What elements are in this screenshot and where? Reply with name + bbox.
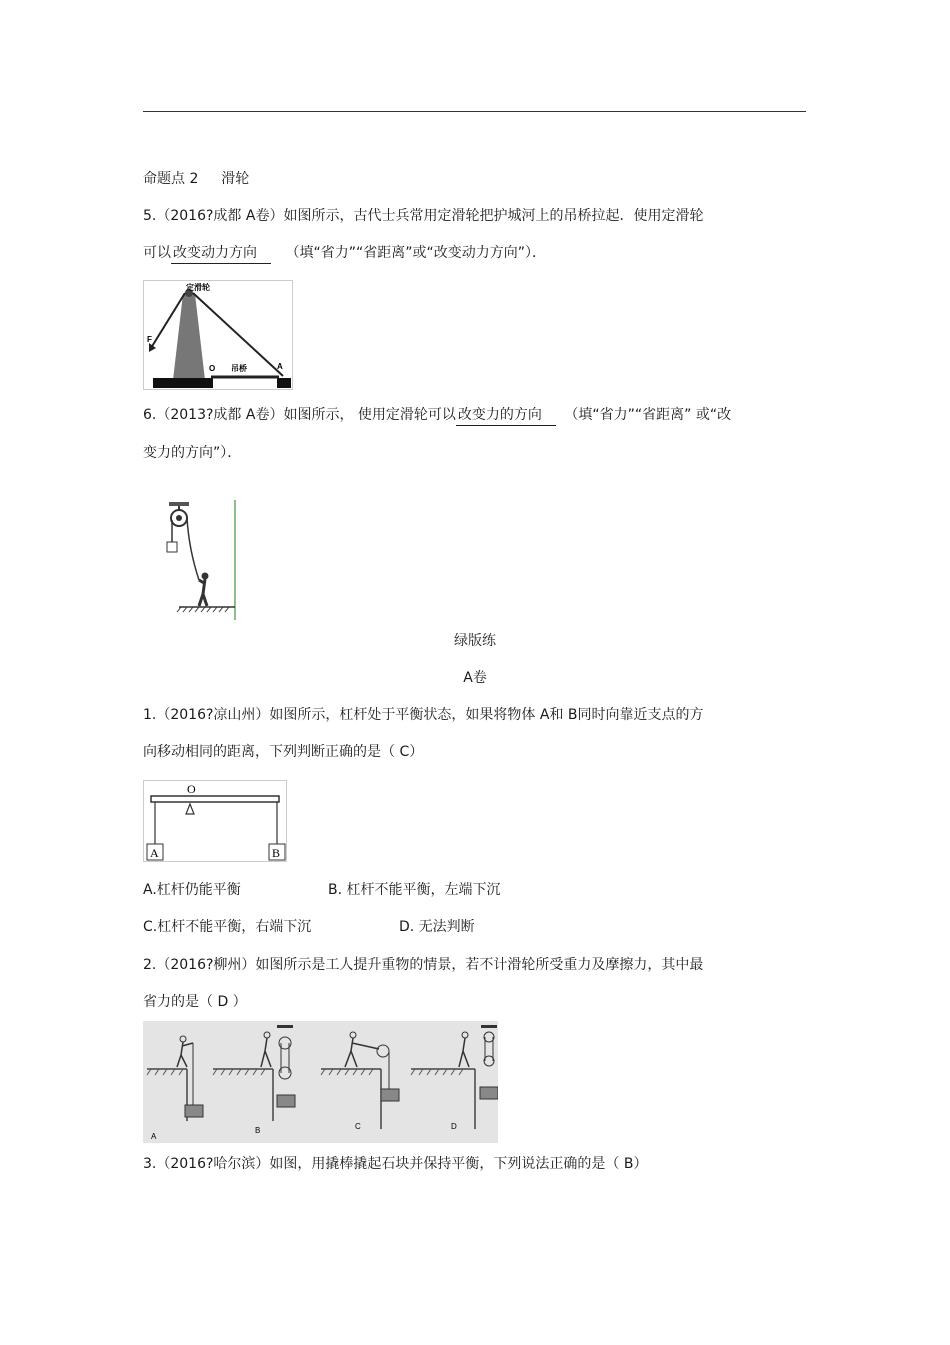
- q5-answer-blank: 改变动力方向: [171, 243, 271, 264]
- q1-option-a: A.杠杆仍能平衡: [143, 882, 241, 898]
- right-bank: [277, 378, 291, 388]
- section-label: 命题点 2: [143, 171, 199, 187]
- q6-text-line1: [143, 405, 731, 426]
- q2-text-line2: 省力的是（ D ）: [143, 994, 247, 1010]
- person-head: [202, 573, 209, 580]
- q1-text-line1: 1.（2016?凉山州）如图所示，杠杆处于平衡状态，如果将物体 A和 B同时向靠近支点的方: [143, 707, 704, 723]
- q1-option-c: C.杠杆不能平衡，右端下沉: [143, 919, 312, 935]
- panel-a: [147, 1036, 203, 1141]
- q2-figure-workers: [143, 1021, 498, 1143]
- q5-text-line1: 5.（2016?成都 A卷）如图所示，古代士兵常用定滑轮把护城河上的吊桥拉起．使用定滑轮: [143, 208, 704, 224]
- header-rule: [143, 111, 806, 112]
- lever-bar: [151, 796, 279, 802]
- q2-text-line1: 2.（2016?柳州）如图所示是工人提升重物的情景，若不计滑轮所受重力及摩擦力，其中最: [143, 957, 704, 973]
- q1-option-d: D. 无法判断: [399, 919, 475, 935]
- panel-d-label: D: [451, 1122, 457, 1131]
- q1-option-b: B. 杠杆不能平衡，左端下沉: [328, 882, 501, 898]
- bridge-label: 吊桥: [231, 364, 247, 373]
- q6-answer-blank: 改变力的方向: [456, 405, 556, 426]
- volume-heading: A卷: [463, 670, 487, 686]
- right-label: B: [272, 846, 281, 860]
- q5-prefix: 可以: [143, 245, 171, 261]
- ceiling-mount: [169, 502, 189, 506]
- q6-figure-pulley: [143, 500, 237, 620]
- left-label: A: [150, 846, 159, 860]
- q5-figure-drawbridge: [143, 280, 293, 390]
- section-topic: 滑轮: [221, 171, 250, 187]
- rope-pull: [187, 518, 199, 580]
- person-body: [199, 579, 207, 606]
- pivot-label: O: [209, 364, 216, 373]
- panel-b: [213, 1025, 295, 1135]
- panel-c: [321, 1032, 399, 1131]
- q1-figure-frame: [144, 781, 287, 862]
- q1-figure-lever: [143, 780, 287, 862]
- panel-c-label: C: [355, 1122, 361, 1131]
- top-label: 定滑轮: [186, 283, 210, 292]
- q6-text-line2: 变力的方向”）．: [143, 445, 242, 461]
- force-label: F: [147, 335, 152, 344]
- left-bank: [153, 378, 213, 388]
- q5-text-line2: [143, 243, 546, 264]
- section-heading: [143, 169, 249, 189]
- end-label: A: [277, 362, 283, 371]
- panel-a-label: A: [151, 1132, 157, 1141]
- load-box: [167, 542, 177, 552]
- q1-options-row2: [143, 917, 475, 937]
- q1-options-row1: [143, 880, 501, 900]
- panel-d: [411, 1025, 498, 1131]
- panel-b-label: B: [255, 1126, 261, 1135]
- practice-heading: 绿版练: [454, 633, 496, 649]
- q5-suffix: （填“省力”“省距离”或“改变动力方向”）．: [285, 245, 546, 261]
- q3-text-line1: 3.（2016?哈尔滨）如图，用撬棒撬起石块并保持平衡，下列说法正确的是（ B）: [143, 1156, 648, 1172]
- q1-text-line2: 向移动相同的距离，下列判断正确的是（ C）: [143, 744, 424, 760]
- q6-prefix: 6.（2013?成都 A卷）如图所示， 使用定滑轮可以: [143, 407, 456, 423]
- q6-suffix: （填“省力”“省距离” 或“改: [564, 407, 732, 423]
- pivot-label: O: [187, 782, 196, 796]
- q5-figure-frame: [144, 281, 293, 390]
